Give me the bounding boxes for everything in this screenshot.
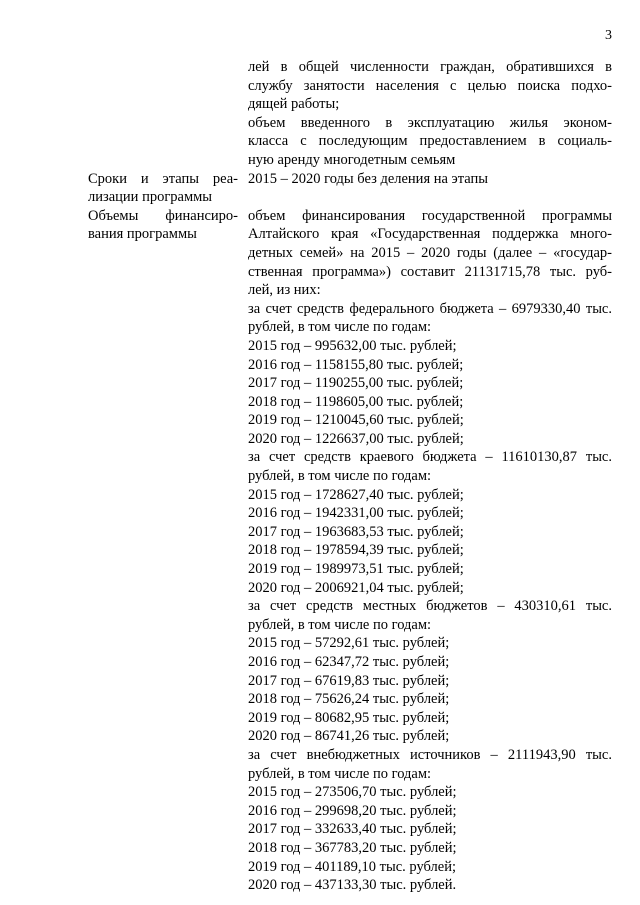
indicator-line: объем введенного в эксплуатацию жилья эконом- [248,114,612,131]
year-line: 2015 год – 1728627,40 тыс. рублей; [248,486,464,503]
source-header-line: рублей, в том числе по годам: [248,616,432,633]
funding-label-line: Объемы финансиро- [88,207,238,224]
terms-value: 2015 – 2020 годы без деления на этапы [248,170,489,187]
indicators-label-cell [88,58,248,170]
year-line: 2020 год – 86741,26 тыс. рублей; [248,728,450,745]
funding-intro-line: Алтайского края «Государственная поддержка много- [248,226,612,243]
indicators-row [0,58,640,170]
source-header-line: за счет средств местных бюджетов – 430310,61 тыс. [248,598,612,615]
year-line: 2019 год – 1989973,51 тыс. рублей; [248,561,464,578]
indicators-value-cell [248,58,612,170]
funding-intro-line: ственная программа») составит 21131715,78 тыс. руб- [248,263,612,280]
funding-label-line: вания программы [88,226,197,243]
year-line: 2017 год – 1963683,53 тыс. рублей; [248,523,464,540]
terms-label-cell [88,170,248,207]
regional-budget-block [248,448,612,597]
year-line: 2016 год – 1942331,00 тыс. рублей; [248,505,464,522]
indicator-line: лей в общей численности граждан, обратившихся в [248,59,612,75]
year-line: 2017 год – 1190255,00 тыс. рублей; [248,375,464,392]
year-line: 2018 год – 75626,24 тыс. рублей; [248,691,450,708]
funding-intro-line: объем финансирования государственной программы [248,207,612,224]
year-line: 2015 год – 995632,00 тыс. рублей; [248,337,457,354]
year-line: 2016 год – 1158155,80 тыс. рублей; [248,356,464,373]
year-line: 2018 год – 1978594,39 тыс. рублей; [248,542,464,559]
source-header-line: за счет средств федерального бюджета – 6979330,40 тыс. [248,300,612,317]
funding-row [0,207,640,895]
year-line: 2020 год – 2006921,04 тыс. рублей; [248,579,464,596]
federal-budget-block [248,300,612,449]
year-line: 2015 год – 57292,61 тыс. рублей; [248,635,450,652]
year-line: 2020 год – 437133,30 тыс. рублей. [248,877,457,894]
passport-table [0,58,640,895]
year-line: 2017 год – 67619,83 тыс. рублей; [248,672,450,689]
page-number: 3 [605,28,612,43]
indicator-line: дящей работы; [248,96,340,113]
source-header-line: рублей, в том числе по годам: [248,319,432,336]
source-header-line: рублей, в том числе по годам: [248,765,432,782]
year-line: 2016 год – 299698,20 тыс. рублей; [248,802,457,819]
local-budget-block [248,597,612,746]
year-line: 2019 год – 401189,10 тыс. рублей; [248,858,456,875]
terms-label-line: лизации программы [88,189,213,206]
source-header-line: за счет средств краевого бюджета – 11610130,87 тыс. [248,449,612,466]
funding-intro-line: детных семей» на 2015 – 2020 годы (далее – «государ- [248,244,612,261]
extrabudgetary-block [248,746,612,895]
year-line: 2018 год – 367783,20 тыс. рублей; [248,839,457,856]
year-line: 2015 год – 273506,70 тыс. рублей; [248,784,457,801]
indicator-line: класса с последующим предоставлением в социаль- [248,133,612,150]
year-line: 2020 год – 1226637,00 тыс. рублей; [248,430,464,447]
year-line: 2016 год – 62347,72 тыс. рублей; [248,654,450,670]
terms-label-line: Сроки и этапы реа- [88,170,238,187]
year-line: 2017 год – 332633,40 тыс. рублей; [248,821,457,838]
year-line: 2018 год – 1198605,00 тыс. рублей; [248,393,464,410]
source-header-line: рублей, в том числе по годам: [248,468,432,485]
indicator-line: службу занятости населения с целью поиска подхо- [248,77,612,94]
funding-value-cell [248,207,612,895]
year-line: 2019 год – 80682,95 тыс. рублей; [248,709,450,726]
indicator-line: ную аренду многодетным семьям [248,151,456,168]
terms-row [0,170,640,207]
terms-value-cell [248,170,612,207]
source-header-line: за счет внебюджетных источников – 2111943,90 тыс. [248,746,612,763]
funding-label-cell [88,207,248,895]
year-line: 2019 год – 1210045,60 тыс. рублей; [248,412,464,429]
funding-intro-line: лей, из них: [248,282,321,299]
